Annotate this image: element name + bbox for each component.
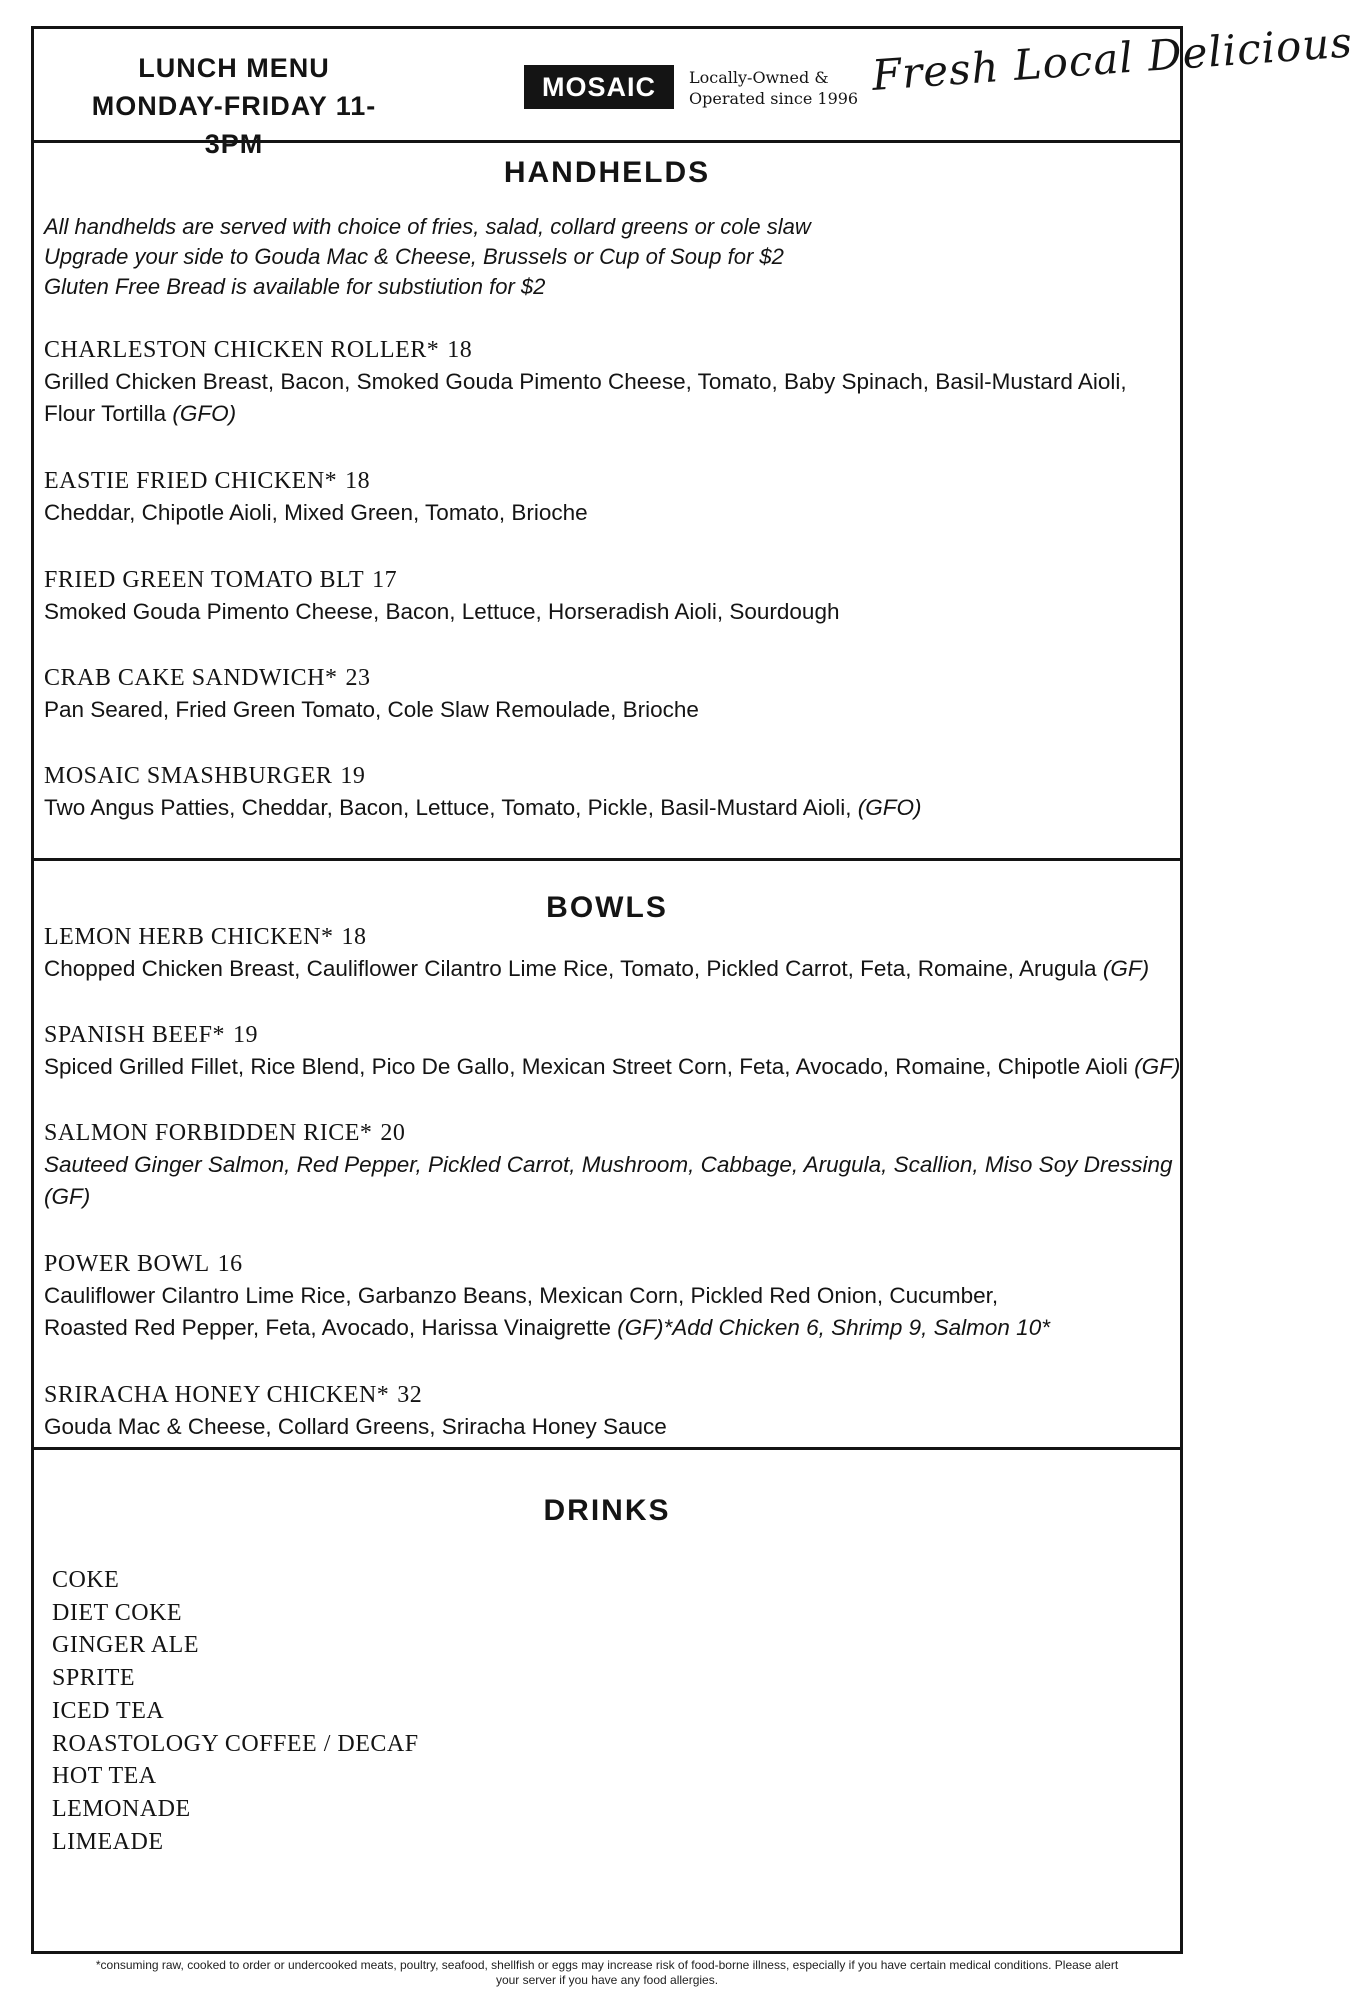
dietary-tag: (GF) [1134, 1054, 1181, 1079]
item-description: Two Angus Patties, Cheddar, Bacon, Lettuce, Tomato, Pickle, Basil-Mustard Aioli, [44, 795, 852, 820]
handhelds-note: Gluten Free Bread is available for substiution for $2 [44, 274, 546, 299]
handhelds-note: Upgrade your side to Gouda Mac & Cheese, Brussels or Cup of Soup for $2 [44, 244, 784, 269]
dietary-tag: (GF) [1102, 956, 1150, 981]
disclaimer-line1: *consuming raw, cooked to order or undercooked meats, poultry, seafood, shellfish or eggs may increase risk of food-borne illness, especially if you have certain medical conditions. Please alert [95, 1958, 1119, 1972]
dietary-tag: (GFO) [857, 795, 922, 820]
dietary-tag: (GFO) [172, 401, 237, 426]
section-divider [34, 858, 1180, 861]
menu-header [34, 17, 1354, 159]
item-description: Grilled Chicken Breast, Bacon, Smoked Gouda Pimento Cheese, Tomato, Baby Spinach, Basil-Mustard Aioli, [44, 369, 1127, 394]
drink-item: COKE [52, 1567, 120, 1593]
menu-item [44, 334, 1174, 430]
item-name: LEMON HERB CHICKEN* [44, 924, 334, 950]
menu-item [44, 921, 1174, 985]
menu-hours: MONDAY-FRIDAY 11-3PM [91, 91, 377, 159]
drink-item: HOT TEA [52, 1763, 157, 1790]
dietary-tag: (GF) [44, 1184, 91, 1209]
section-title-handhelds: HANDHELDS [503, 156, 711, 189]
menu-item [44, 760, 1174, 824]
item-description: Sauteed Ginger Salmon, Red Pepper, Pickled Carrot, Mushroom, Cabbage, Arugula, Scallion, Miso Soy Dressing [44, 1152, 1173, 1177]
item-description: Flour Tortilla [44, 401, 167, 426]
item-description: Spiced Grilled Fillet, Rice Blend, Pico De Gallo, Mexican Street Corn, Feta, Avocado, Romaine, Chipotle Aioli [44, 1054, 1128, 1079]
tagline: Fresh Local Delicious [870, 17, 1354, 100]
menu-frame [31, 17, 1354, 1954]
menu-title-line1: LUNCH MENU [138, 53, 330, 83]
brand-logo: MOSAIC [524, 65, 674, 109]
item-price: 16 [217, 1251, 243, 1277]
menu-item [44, 465, 1174, 529]
handhelds-note: All handhelds are served with choice of fries, salad, collard greens or cole slaw [44, 214, 811, 239]
item-price: 19 [340, 763, 366, 789]
item-description: Cauliflower Cilantro Lime Rice, Garbanzo Beans, Mexican Corn, Pickled Red Onion, Cucumber, [44, 1283, 999, 1308]
item-name: MOSAIC SMASHBURGER [44, 763, 333, 789]
section-title-drinks: DRINKS [543, 1494, 671, 1527]
drink-item: LIMEADE [52, 1828, 164, 1855]
menu-item [44, 1379, 1174, 1443]
item-price: 17 [372, 567, 398, 593]
drink-item: DIET COKE [52, 1599, 183, 1626]
item-name: CRAB CAKE SANDWICH* [44, 665, 338, 691]
section-divider [34, 1447, 1180, 1450]
item-price: 23 [345, 665, 371, 691]
menu-item [44, 1117, 1174, 1213]
item-price: 18 [341, 924, 367, 950]
menu-title [74, 49, 394, 163]
drink-item: GINGER ALE [52, 1632, 199, 1659]
item-description: Pan Seared, Fried Green Tomato, Cole Slaw Remoulade, Brioche [44, 697, 699, 722]
item-price: 20 [380, 1120, 406, 1146]
drinks-list [52, 1564, 419, 1858]
item-name: SRIRACHA HONEY CHICKEN* [44, 1382, 390, 1408]
disclaimer-line2: your server if you have any food allergies. [495, 1973, 719, 1987]
section-title-bowls: BOWLS [546, 891, 668, 924]
item-description: Smoked Gouda Pimento Cheese, Bacon, Lettuce, Horseradish Aioli, Sourdough [44, 599, 840, 624]
ownership-line1: Locally-Owned & [689, 68, 829, 87]
menu-item [44, 1019, 1181, 1083]
drink-item: LEMONADE [52, 1795, 191, 1822]
item-description: Cheddar, Chipotle Aioli, Mixed Green, Tomato, Brioche [44, 500, 588, 525]
ownership-note [689, 67, 858, 109]
item-description: Chopped Chicken Breast, Cauliflower Cilantro Lime Rice, Tomato, Pickled Carrot, Feta, Romaine, Arugula [44, 956, 1097, 981]
item-name: EASTIE FRIED CHICKEN* [44, 468, 338, 494]
item-price: 18 [447, 337, 473, 363]
item-name: POWER BOWL [44, 1251, 210, 1277]
item-description: Roasted Red Pepper, Feta, Avocado, Harissa Vinaigrette [44, 1315, 612, 1340]
item-price: 18 [345, 468, 371, 494]
menu-item [44, 1248, 1174, 1344]
dietary-tag: (GF)*Add Chicken 6, Shrimp 9, Salmon 10* [617, 1315, 1050, 1340]
handhelds-notes [44, 212, 811, 302]
item-name: FRIED GREEN TOMATO BLT [44, 567, 365, 593]
item-name: CHARLESTON CHICKEN ROLLER* [44, 337, 440, 363]
drink-item: SPRITE [52, 1665, 136, 1692]
item-price: 19 [233, 1022, 259, 1048]
drink-item: ROASTOLOGY COFFEE / DECAF [52, 1730, 419, 1757]
item-price: 32 [397, 1382, 423, 1408]
ownership-line2: Operated since 1996 [689, 89, 859, 108]
menu-item [44, 662, 1174, 726]
menu-item [44, 564, 1174, 628]
allergy-disclaimer [0, 1958, 1214, 1988]
drink-item: ICED TEA [52, 1697, 165, 1724]
item-name: SPANISH BEEF* [44, 1022, 226, 1048]
item-name: SALMON FORBIDDEN RICE* [44, 1120, 373, 1146]
item-description: Gouda Mac & Cheese, Collard Greens, Sriracha Honey Sauce [44, 1414, 667, 1439]
